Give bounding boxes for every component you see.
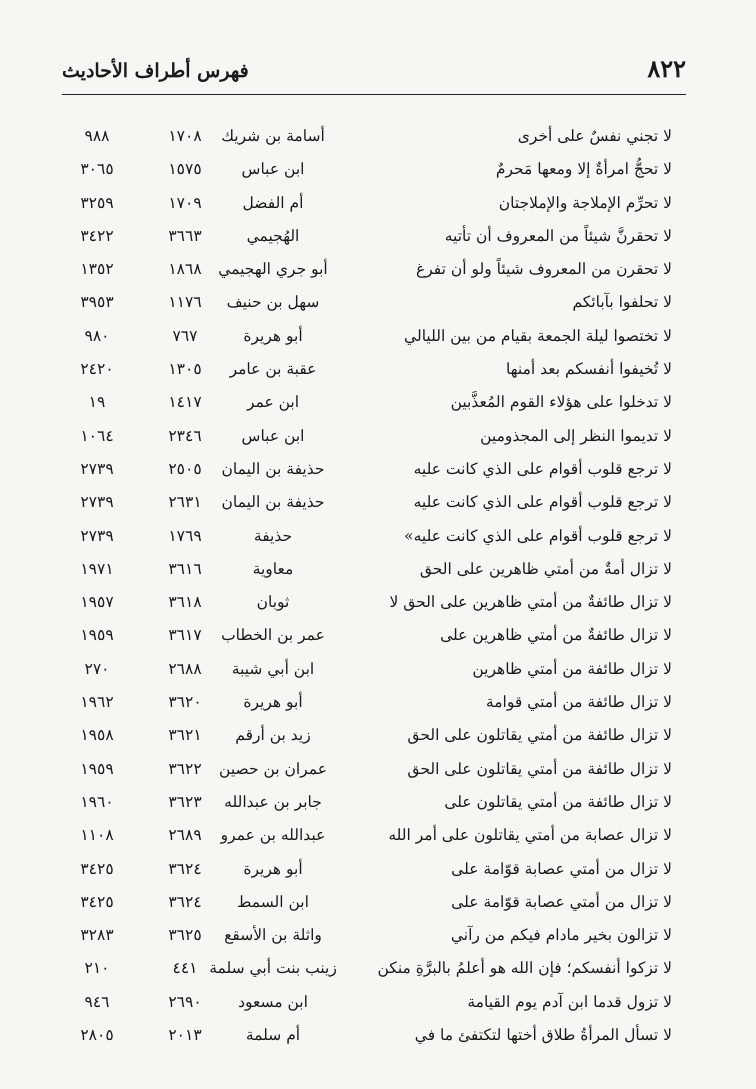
hadith-text: لا تحقرنَّ شيئاً من المعروف أن تأتيه	[444, 226, 672, 245]
reference-page: ٣٩٥٣	[80, 293, 114, 312]
narrator-name: أبو هريرة	[243, 326, 303, 345]
reference-page: ٣٢٨٣	[80, 926, 114, 945]
hadith-text: لا تحرِّم الإملاجة والإملاجتان	[498, 193, 672, 212]
page-number: ٨٢٢	[647, 54, 686, 83]
hadith-text: لا تزال طائفةٌ من أمتي ظاهرين على الحق لا	[389, 593, 672, 612]
narrator-name: أسامة بن شريك	[221, 127, 325, 145]
hadith-text: لا تزال طائفة من أمتي يقاتلون على الحق	[407, 726, 672, 745]
hadith-number: ١٧٠٩	[168, 193, 202, 212]
index-row	[0, 886, 756, 919]
hadith-number: ٢٣٤٦	[168, 426, 202, 445]
hadith-text: لا تزكوا أنفسكم؛ فإن الله هو أعلمُ بالبرَّةِ منكن	[377, 959, 672, 978]
narrator-name: ابن عباس	[241, 426, 305, 445]
narrator-name: جابر بن عبدالله	[224, 792, 322, 811]
index-table	[0, 120, 756, 1052]
hadith-text: لا تزال طائفة من أمتي قوامة	[485, 693, 672, 712]
narrator-name: أم الفضل	[242, 193, 304, 212]
hadith-number: ١٥٧٥	[168, 160, 202, 179]
reference-page: ٢٧٣٩	[80, 526, 114, 545]
hadith-text: لا تزال عصابة من أمتي يقاتلون على أمر الله	[388, 826, 672, 845]
reference-page: ٩٨٨	[84, 127, 110, 145]
hadith-text: لا تزال طائفة من أمتي ظاهرين	[472, 659, 672, 678]
hadith-number: ٣٦٢٤	[168, 859, 202, 878]
hadith-number: ٢٦٩٠	[168, 992, 202, 1011]
hadith-number: ١٣٠٥	[168, 360, 202, 379]
reference-page: ٢٧٠	[84, 659, 110, 678]
hadith-number: ٣٦٦٣	[168, 226, 202, 245]
narrator-name: حذيفة بن اليمان	[221, 493, 325, 512]
narrator-name: ثوبان	[256, 593, 290, 612]
hadith-text: لا تزال طائفة من أمتي يقاتلون على	[444, 792, 672, 811]
hadith-text: لا تحجُّ امرأةٌ إلا ومعها مَحرمٌ	[495, 160, 672, 179]
hadith-number: ٢٥٠٥	[168, 459, 202, 478]
page-header	[62, 52, 686, 95]
hadith-text: لا تجني نفسٌ على أخرى	[517, 127, 672, 145]
hadith-number: ١٨٦٨	[168, 260, 202, 279]
index-row	[0, 453, 756, 486]
reference-page: ٣٠٦٥	[80, 160, 114, 179]
index-row	[0, 386, 756, 419]
hadith-text: لا ترجع قلوب أقوام على الذي كانت عليه»	[404, 526, 672, 545]
hadith-number: ٣٦٢٢	[168, 759, 202, 778]
hadith-text: لا تديموا النظر إلى المجذومين	[480, 426, 672, 445]
hadith-number: ٣٦٢٣	[168, 792, 202, 811]
index-row	[0, 586, 756, 619]
hadith-number: ٧٦٧	[172, 326, 198, 345]
index-row	[0, 486, 756, 519]
reference-page: ٢٧٣٩	[80, 493, 114, 512]
hadith-text: لا ترجع قلوب أقوام على الذي كانت عليه	[413, 493, 672, 512]
index-row	[0, 619, 756, 652]
index-row	[0, 786, 756, 819]
index-row	[0, 1019, 756, 1052]
narrator-name: حذيفة بن اليمان	[221, 459, 325, 478]
narrator-name: عقبة بن عامر	[229, 360, 317, 379]
hadith-text: لا تسأل المرأةُ طلاق أختها لتكتفئ ما في	[414, 1026, 672, 1045]
hadith-number: ١٧٦٩	[168, 526, 202, 545]
index-row	[0, 120, 756, 153]
hadith-number: ٣٦٢٠	[168, 693, 202, 712]
narrator-name: عمر بن الخطاب	[221, 626, 325, 645]
reference-page: ١٣٥٢	[80, 260, 114, 279]
hadith-text: لا تزال طائفةٌ من أمتي ظاهرين على	[440, 626, 672, 645]
reference-page: ٢٤٢٠	[80, 360, 114, 379]
reference-page: ١٩٦٠	[80, 792, 114, 811]
hadith-text: لا تزال من أمتي عصابة قوّامة على	[451, 892, 672, 911]
index-row	[0, 986, 756, 1019]
narrator-name: واثلة بن الأسقع	[224, 926, 322, 945]
hadith-text: لا تحلفوا بآبائكم	[572, 293, 672, 312]
reference-page: ١٩	[88, 393, 106, 412]
index-row	[0, 353, 756, 386]
reference-page: ١٩٥٨	[80, 726, 114, 745]
index-row	[0, 520, 756, 553]
hadith-text: لا ترجع قلوب أقوام على الذي كانت عليه	[413, 459, 672, 478]
hadith-text: لا تزال طائفة من أمتي يقاتلون على الحق	[407, 759, 672, 778]
reference-page: ٣٤٢٢	[80, 226, 114, 245]
reference-page: ٣٤٢٥	[80, 859, 114, 878]
index-row	[0, 952, 756, 985]
index-row	[0, 553, 756, 586]
reference-page: ٣٢٥٩	[80, 193, 114, 212]
hadith-number: ٢٦٨٩	[168, 826, 202, 845]
narrator-name: عبدالله بن عمرو	[220, 826, 326, 845]
running-title: فهرس أطراف الأحاديث	[62, 60, 249, 82]
hadith-number: ١١٧٦	[168, 293, 202, 312]
reference-page: ١٩٥٩	[80, 626, 114, 645]
reference-page: ١٩٥٩	[80, 759, 114, 778]
hadith-text: لا تختصوا ليلة الجمعة بقيام من بين الليالي	[404, 326, 672, 345]
narrator-name: معاوية	[252, 559, 294, 578]
narrator-name: ابن عباس	[241, 160, 305, 179]
index-row	[0, 919, 756, 952]
index-row	[0, 819, 756, 852]
hadith-text: لا تزال من أمتي عصابة قوّامة على	[451, 859, 672, 878]
narrator-name: زيد بن أرقم	[235, 726, 311, 745]
hadith-number: ٣٦١٧	[168, 626, 202, 645]
reference-page: ١٩٦٢	[80, 693, 114, 712]
narrator-name: ابن السمط	[237, 892, 309, 911]
hadith-number: ٣٦٢١	[168, 726, 202, 745]
hadith-number: ١٤١٧	[168, 393, 202, 412]
hadith-number: ٤٤١	[172, 959, 198, 978]
reference-page: ١٠٦٤	[80, 426, 114, 445]
index-row	[0, 187, 756, 220]
narrator-name: سهل بن حنيف	[226, 293, 320, 312]
hadith-text: لا تزالون بخير مادام فيكم من رآني	[450, 926, 672, 945]
index-row	[0, 286, 756, 319]
hadith-number: ٣٦١٨	[168, 593, 202, 612]
index-row	[0, 153, 756, 186]
index-row	[0, 653, 756, 686]
reference-page: ٢١٠	[84, 959, 110, 978]
hadith-number: ٣٦١٦	[168, 559, 202, 578]
reference-page: ٣٤٢٥	[80, 892, 114, 911]
reference-page: ٢٧٣٩	[80, 459, 114, 478]
hadith-text: لا تدخلوا على هؤلاء القوم المُعذَّبين	[450, 393, 672, 412]
hadith-text: لا تحقرن من المعروف شيئاً ولو أن تفرغ	[415, 260, 672, 279]
hadith-number: ٢٦٨٨	[168, 659, 202, 678]
narrator-name: ابن مسعود	[238, 992, 308, 1011]
hadith-text: لا تزال أمةٌ من أمتي ظاهرين على الحق	[419, 559, 672, 578]
reference-page: ١٩٧١	[80, 559, 114, 578]
narrator-name: أم سلمة	[245, 1026, 301, 1045]
index-row	[0, 719, 756, 752]
hadith-text: لا تُخيفوا أنفسكم بعد أمنها	[506, 360, 672, 379]
index-row	[0, 420, 756, 453]
narrator-name: زينب بنت أبي سلمة	[209, 959, 337, 978]
reference-page: ١٩٥٧	[80, 593, 114, 612]
hadith-number: ٣٦٢٤	[168, 892, 202, 911]
hadith-number: ٢٦٣١	[168, 493, 202, 512]
index-row	[0, 753, 756, 786]
hadith-number: ١٧٠٨	[168, 127, 202, 145]
index-row	[0, 686, 756, 719]
reference-page: ١١٠٨	[80, 826, 114, 845]
narrator-name: أبو هريرة	[243, 693, 303, 712]
narrator-name: عمران بن حصين	[219, 759, 327, 778]
narrator-name: أبو جري الهجيمي	[218, 260, 328, 279]
reference-page: ٩٨٠	[84, 326, 110, 345]
reference-page: ٢٨٠٥	[80, 1026, 114, 1045]
index-row	[0, 220, 756, 253]
narrator-name: حذيفة	[253, 526, 293, 545]
hadith-number: ٣٦٢٥	[168, 926, 202, 945]
narrator-name: أبو هريرة	[243, 859, 303, 878]
hadith-text: لا تزول قدما ابن آدم يوم القيامة	[467, 992, 672, 1011]
hadith-number: ٢٠١٣	[168, 1026, 202, 1045]
narrator-name: ابن عمر	[246, 393, 300, 412]
narrator-name: الهُجيمي	[246, 226, 300, 245]
narrator-name: ابن أبي شيبة	[231, 659, 315, 678]
index-row	[0, 853, 756, 886]
index-row	[0, 253, 756, 286]
reference-page: ٩٤٦	[84, 992, 110, 1011]
index-row	[0, 320, 756, 353]
